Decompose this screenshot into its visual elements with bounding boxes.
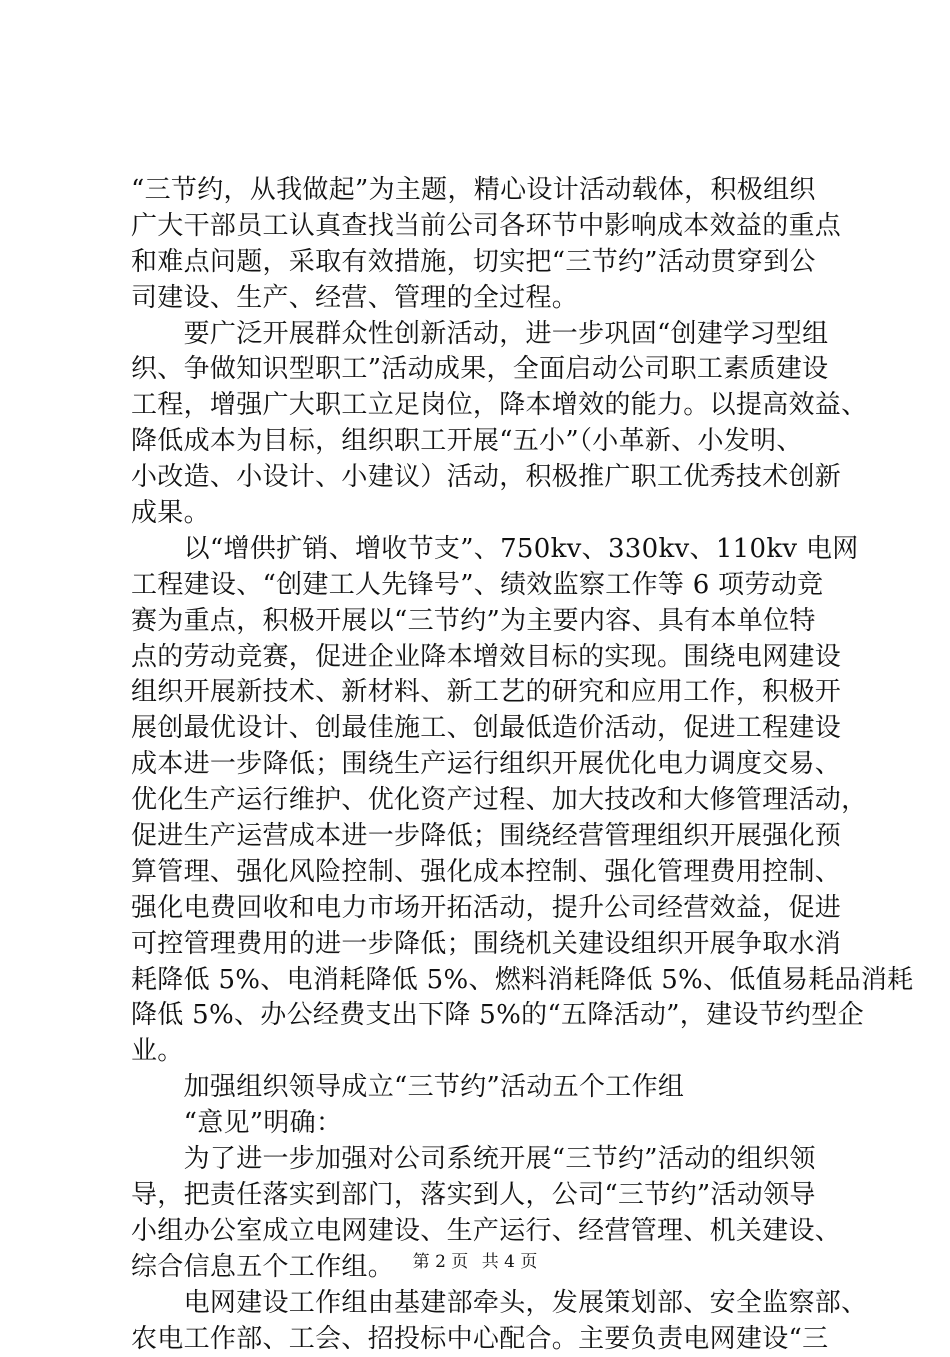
text-line: 以“增供扩销、增收节支”、750kv、330kv、110kv 电网 [131,532,831,568]
text-line: 小改造、小设计、小建议）活动，积极推广职工优秀技术创新 [131,460,831,496]
text-line: 织、争做知识型职工”活动成果，全面启动公司职工素质建设 [131,352,831,388]
page-total: 共 4 页 [482,1252,538,1272]
text-line: 司建设、生产、经营、管理的全过程。 [131,281,831,317]
text-line: 综合信息五个工作组。 [131,1250,831,1286]
text-line: 可控管理费用的进一步降低；围绕机关建设组织开展争取水消 [131,927,831,963]
text-line: 降低成本为目标，组织职工开展“五小”（小革新、小发明、 [131,424,831,460]
text-line: 工程，增强广大职工立足岗位，降本增效的能力。以提高效益、 [131,388,831,424]
text-line: 成本进一步降低；围绕生产运行组织开展优化电力调度交易、 [131,747,831,783]
text-line: 点的劳动竞赛，促进企业降本增效目标的实现。围绕电网建设 [131,640,831,676]
text-line: 算管理、强化风险控制、强化成本控制、强化管理费用控制、 [131,855,831,891]
text-line: 加强组织领导成立“三节约”活动五个工作组 [131,1070,831,1106]
text-line: 和难点问题，采取有效措施，切实把“三节约”活动贯穿到公 [131,245,831,281]
text-line: 组织开展新技术、新材料、新工艺的研究和应用工作，积极开 [131,675,831,711]
text-line: “三节约，从我做起”为主题，精心设计活动载体，积极组织 [131,173,831,209]
text-line: 小组办公室成立电网建设、生产运行、经营管理、机关建设、 [131,1214,831,1250]
text-line: “意见”明确： [131,1106,831,1142]
text-line: 耗降低 5%、电消耗降低 5%、燃料消耗降低 5%、低值易耗品消耗 [131,963,831,999]
text-line: 要广泛开展群众性创新活动，进一步巩固“创建学习型组 [131,317,831,353]
text-line: 赛为重点，积极开展以“三节约”为主要内容、具有本单位特 [131,604,831,640]
text-line: 工程建设、“创建工人先锋号”、绩效监察工作等 6 项劳动竞 [131,568,831,604]
text-line: 广大干部员工认真查找当前公司各环节中影响成本效益的重点 [131,209,831,245]
document-body [131,173,831,1357]
text-line: 导，把责任落实到部门，落实到人，公司“三节约”活动领导 [131,1178,831,1214]
text-line: 电网建设工作组由基建部牵头，发展策划部、安全监察部、 [131,1286,831,1322]
text-line: 促进生产运营成本进一步降低；围绕经营管理组织开展强化预 [131,819,831,855]
page-number: 第 2 页 [413,1252,469,1272]
text-line: 强化电费回收和电力市场开拓活动，提升公司经营效益，促进 [131,891,831,927]
page-footer [0,1247,950,1272]
text-line: 展创最优设计、创最佳施工、创最低造价活动，促进工程建设 [131,711,831,747]
text-line: 农电工作部、工会、招投标中心配合。主要负责电网建设“三 [131,1322,831,1357]
text-line: 业。 [131,1034,831,1070]
text-line: 成果。 [131,496,831,532]
text-line: 为了进一步加强对公司系统开展“三节约”活动的组织领 [131,1142,831,1178]
text-line: 降低 5%、办公经费支出下降 5%的“五降活动”，建设节约型企 [131,998,831,1034]
text-line: 优化生产运行维护、优化资产过程、加大技改和大修管理活动， [131,783,831,819]
